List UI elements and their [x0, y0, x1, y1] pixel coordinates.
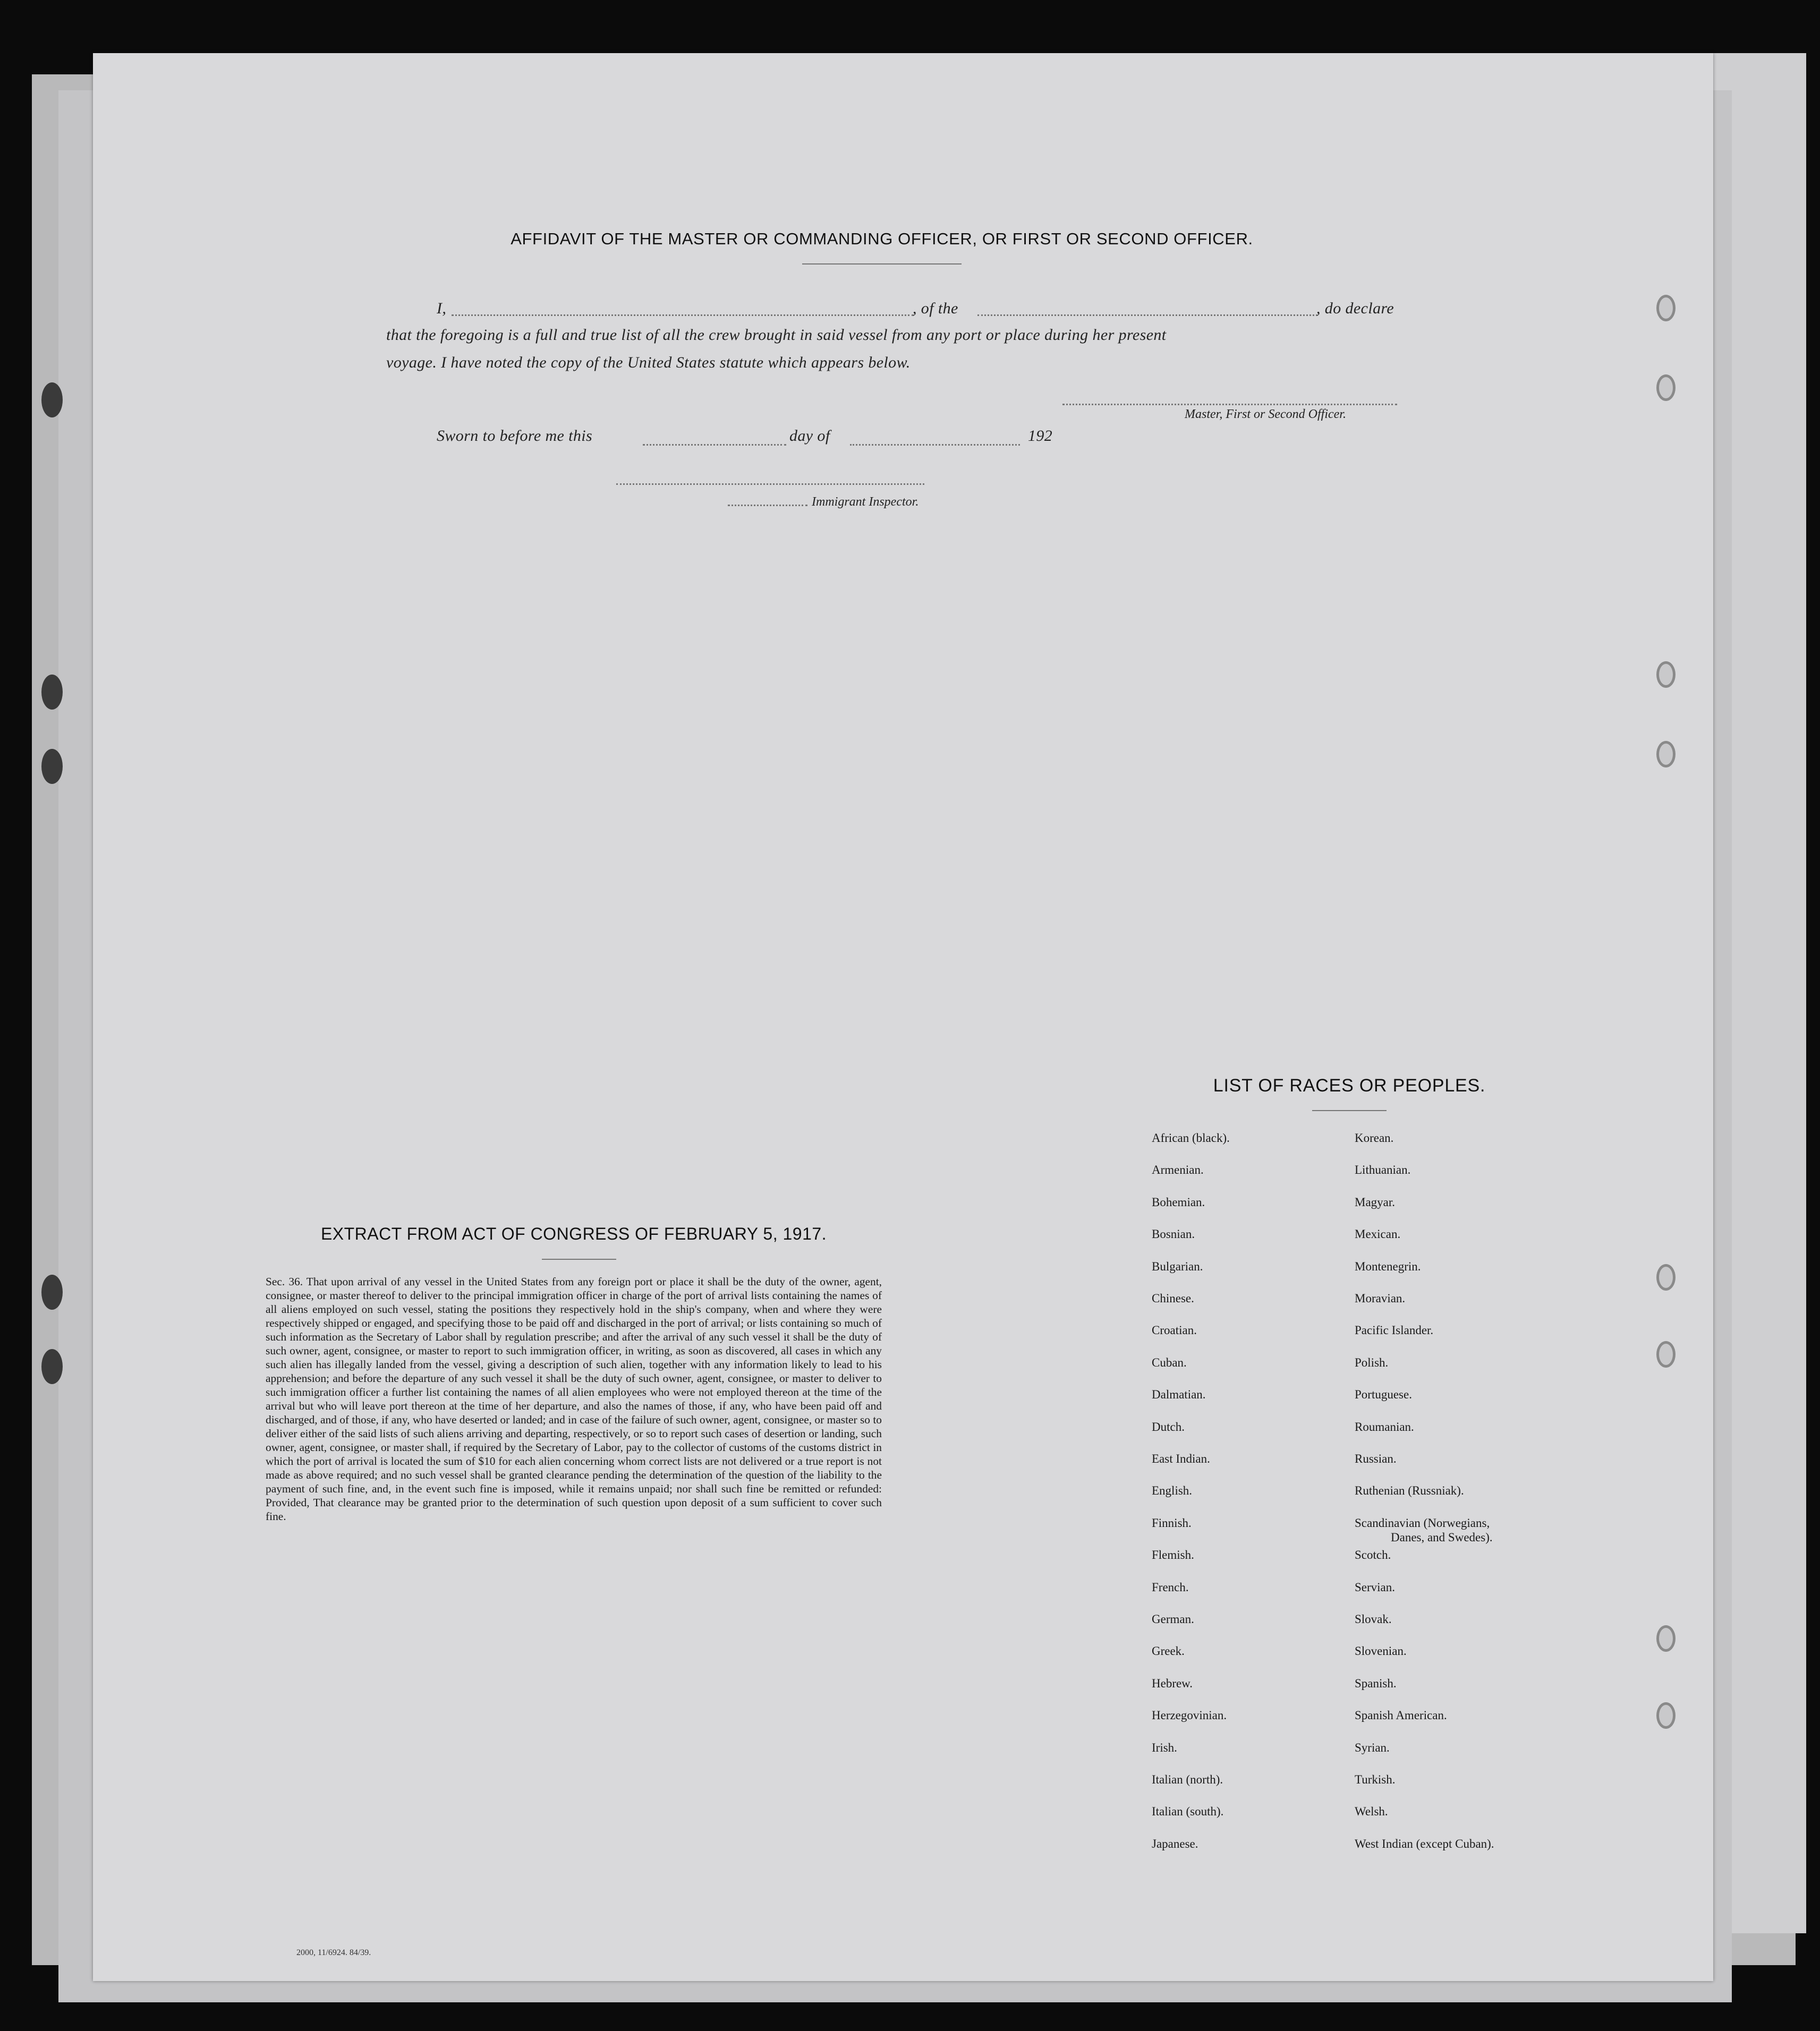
race-item: Portuguese.: [1355, 1388, 1412, 1402]
race-item: Dalmatian.: [1152, 1388, 1206, 1402]
race-item: Moravian.: [1355, 1292, 1406, 1305]
races-title: LIST OF RACES OR PEOPLES.: [1213, 1076, 1486, 1096]
name-blank[interactable]: [452, 314, 914, 316]
extract-title: EXTRACT FROM ACT OF CONGRESS OF FEBRUARY 5, 1917.: [320, 1224, 827, 1243]
race-item: Italian (south).: [1152, 1805, 1224, 1819]
race-item: English.: [1152, 1484, 1193, 1498]
binder-hole: [1656, 661, 1676, 688]
race-item: Chinese.: [1152, 1292, 1194, 1305]
signature-blank[interactable]: [1062, 404, 1397, 405]
race-item: Herzegovinian.: [1152, 1709, 1227, 1722]
race-item: Slovak.: [1355, 1612, 1392, 1626]
binder-hole: [1656, 1625, 1676, 1652]
race-item: Spanish.: [1355, 1676, 1397, 1690]
affidavit-i: I,: [437, 300, 447, 317]
race-item: East Indian.: [1152, 1452, 1210, 1465]
affidavit-line2: that the foregoing is a full and true list of all the crew brought in said vessel from any port or place during her present: [386, 326, 1167, 344]
race-item: West Indian (except Cuban).: [1355, 1837, 1494, 1850]
binder-hole: [41, 382, 63, 417]
race-item: Armenian.: [1152, 1163, 1204, 1177]
affidavit-of-the: , of the: [913, 300, 958, 317]
race-item: Scotch.: [1355, 1548, 1391, 1562]
inspector-signature-blank[interactable]: [616, 483, 924, 485]
race-item: Slovenian.: [1355, 1644, 1407, 1658]
race-item: Russian.: [1355, 1452, 1397, 1465]
binder-hole: [41, 675, 63, 710]
race-item: German.: [1152, 1612, 1194, 1626]
day-blank[interactable]: [643, 444, 786, 446]
race-item: Croatian.: [1152, 1324, 1197, 1337]
race-item: Cuban.: [1152, 1355, 1187, 1369]
binder-hole: [1656, 1702, 1676, 1729]
race-item: Finnish.: [1152, 1516, 1192, 1530]
binder-hole: [1656, 741, 1676, 767]
vessel-blank[interactable]: [977, 314, 1317, 316]
race-item: Italian (north).: [1152, 1773, 1223, 1786]
inspector-blank[interactable]: [728, 505, 807, 506]
binder-hole: [1656, 1264, 1676, 1291]
affidavit-line3: voyage. I have noted the copy of the United States statute which appears below.: [386, 354, 911, 371]
race-item: Magyar.: [1355, 1195, 1396, 1209]
sworn-text: Sworn to before me this: [437, 427, 593, 445]
race-item: Dutch.: [1152, 1420, 1185, 1433]
day-of-text: day of: [789, 427, 830, 445]
race-item: French.: [1152, 1580, 1189, 1594]
print-code: 2000, 11/6924. 84/39.: [296, 1948, 371, 1957]
affidavit-title: AFFIDAVIT OF THE MASTER OR COMMANDING OFFICER, OR FIRST OR SECOND OFFICER.: [511, 229, 1253, 248]
race-item: Servian.: [1355, 1580, 1396, 1594]
race-item: Irish.: [1152, 1740, 1177, 1754]
race-item: Welsh.: [1355, 1805, 1388, 1819]
race-item: Syrian.: [1355, 1740, 1390, 1754]
race-item: Bohemian.: [1152, 1195, 1205, 1209]
binder-hole: [41, 1275, 63, 1310]
divider: [802, 263, 962, 264]
race-item: Lithuanian.: [1355, 1163, 1411, 1177]
race-item: Ruthenian (Russniak).: [1355, 1484, 1464, 1498]
binder-hole: [41, 749, 63, 784]
affidavit-do-declare: , do declare: [1316, 300, 1394, 317]
binder-hole: [1656, 295, 1676, 321]
race-item: Roumanian.: [1355, 1420, 1414, 1433]
binder-hole: [41, 1349, 63, 1384]
inspector-label: Immigrant Inspector.: [812, 495, 919, 509]
race-item: Bulgarian.: [1152, 1259, 1203, 1273]
race-item: Turkish.: [1355, 1773, 1396, 1786]
race-item: Pacific Islander.: [1355, 1324, 1434, 1337]
race-item: Japanese.: [1152, 1837, 1198, 1850]
race-item: African (black).: [1152, 1131, 1230, 1145]
race-item: Spanish American.: [1355, 1709, 1447, 1722]
binder-hole: [1656, 374, 1676, 401]
race-item: Polish.: [1355, 1355, 1389, 1369]
race-item: Flemish.: [1152, 1548, 1194, 1562]
divider: [542, 1259, 616, 1260]
binder-hole: [1656, 1341, 1676, 1368]
master-label: Master, First or Second Officer.: [1185, 407, 1346, 421]
race-item: Hebrew.: [1152, 1676, 1193, 1690]
race-item: Montenegrin.: [1355, 1259, 1421, 1273]
extract-text: Sec. 36. That upon arrival of any vessel in the United States from any foreign port or place it shall be the duty of the owner, agent, consignee, or master thereof to deliver to the principal immigration officer in charge of the port of arrival lists containing the names of all aliens employed on such vessel, stating the positions they respectively hold in the ship's company, when and where they were respectively shipped or engaged, and specifying those to be paid off and discharged in the port of arrival; or lists containing so much of such information as the Secretary of Labor shall by regulation prescribe; and after the arrival of any such vessel it shall be the duty of such owner, agent, consignee, or master to report to such immigration officer, in writing, as soon as discovered, all cases in which any such alien has illegally landed from the vessel, giving a description of such alien, together with any information likely to lead to his apprehension; and before the departure of any such vessel it shall be the duty of such owner, agent, consignee, or master to deliver to such immigration officer a further list containing the names of all alien employees who were not employed thereon at the time of the arrival but who will leave port thereon at the time of her departure, and also the names of those, if any, who have been paid off and discharged, and of those, if any, who have deserted or landed; and in case of the failure of such owner, agent, consignee, or master so to deliver either of the said lists of such aliens arriving and departing, respectively, or so to report such cases of desertion or landing, such owner, agent, consignee, or master shall, if required by the Secretary of Labor, pay to the collector of customs of the customs district in which the port of arrival is located the sum of $10 for each alien concerning whom correct lists are not delivered or a true report is not made as above required; and no such vessel shall be granted clearance pending the determination of the question of the liability to the payment of such fine, and, in the event such fine is imposed, while it remains unpaid; nor shall such fine be remitted or refunded: Provided, That clearance may be granted prior to the determination of such question upon deposit of a sum sufficient to cover such fine.: [266, 1275, 882, 1523]
race-item: Mexican.: [1355, 1227, 1401, 1241]
race-item: Korean.: [1355, 1131, 1394, 1145]
divider: [1312, 1110, 1387, 1111]
race-item: Greek.: [1152, 1644, 1185, 1658]
month-blank[interactable]: [850, 444, 1020, 446]
race-item-continuation: Danes, and Swedes).: [1391, 1530, 1493, 1544]
race-item: Scandinavian (Norwegians,: [1355, 1516, 1490, 1530]
year-text: 192: [1028, 427, 1053, 445]
race-item: Bosnian.: [1152, 1227, 1195, 1241]
